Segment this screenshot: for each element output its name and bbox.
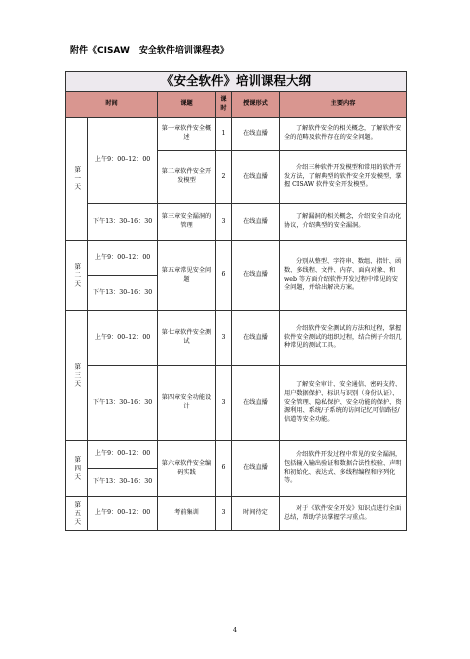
header-time: 时间 [66,92,158,118]
hours-cell: 1 [216,118,232,151]
format-cell: 在线直播 [232,366,280,441]
topic-cell: 考前集训 [158,497,216,531]
topic-cell: 第三章安全漏洞的管理 [158,204,216,241]
day-label: 第一天 [66,118,88,241]
content-cell: 分别从整型、字符串、数组、指针、函数、多线程、文件、内存、面向对象、和 web 等方面介绍软件开发过程中常见的安全问题，并给出解决方案。 [280,241,407,311]
table-header-row [66,92,407,118]
hours-cell: 2 [216,151,232,204]
page-number: 4 [232,626,238,634]
day-label: 第三天 [66,311,88,441]
session-time: 下午13：30–16：30 [88,366,158,441]
topic-cell: 第四章安全功能设计 [158,366,216,441]
day-label: 第四天 [66,441,88,497]
table-row [66,118,407,151]
hours-cell: 3 [216,204,232,241]
topic-cell: 第一章软件安全概述 [158,118,216,151]
session-time: 上午9：00–12：00 [88,241,158,276]
format-cell: 在线直播 [232,151,280,204]
content-cell: 介绍软件安全测试的方法和过程，掌握软件安全测试的组织过程，结合例子介绍几种常见的测试工具。 [280,311,407,366]
content-cell: 了解软件安全的相关概念，了解软件安全的范畴及软件存在的安全问题。 [280,118,407,151]
format-cell: 在线直播 [232,311,280,366]
content-cell: 了解安全审计、安全通信、密码支持、用户数据保护、标识与识别（身份认证）、安全管理、隐私保护、安全功能的保护、资源利用、系统/子系统的访问记忆可信路径/信道等安全功能。 [280,366,407,441]
header-hours: 课时 [216,92,232,118]
topic-cell: 第六章软件安全编码实践 [158,441,216,497]
table-banner-row [66,72,407,92]
format-cell: 在线直播 [232,118,280,151]
attachment-title: 附件《CISAW 安全软件培训课程表》 [70,46,229,56]
header-content: 主要内容 [280,92,407,118]
format-cell: 在线直播 [232,441,280,497]
topic-cell: 第二章软件安全开发模型 [158,151,216,204]
table-row [66,241,407,276]
topic-cell: 第七章软件安全测试 [158,311,216,366]
topic-cell: 第五章常见安全问题 [158,241,216,311]
session-time: 上午9：00–12：00 [88,441,158,469]
session-time: 下午13：30–16：30 [88,469,158,497]
header-format: 授课形式 [232,92,280,118]
content-cell: 了解漏洞的相关概念，介绍安全自动化协议，介绍典型的安全漏洞。 [280,204,407,241]
hours-cell: 3 [216,366,232,441]
hours-cell: 3 [216,497,232,531]
hours-cell: 6 [216,441,232,497]
day-label: 第五天 [66,497,88,531]
content-cell: 介绍软件开发过程中常见的安全漏洞，包括输入输出验证和数据合法性校验、声明和初始化、表达式、多线程编程和序列化等。 [280,441,407,497]
session-time: 上午9：00–12：00 [88,311,158,366]
format-cell: 在线直播 [232,204,280,241]
table-banner-title: 《安全软件》培训课程大纲 [66,72,407,92]
table-row [66,497,407,531]
format-cell: 时间待定 [232,497,280,531]
content-cell: 介绍三种软件开发模型和常用的软件开发方法，了解典型的软件安全开发模型，掌握 CISAW 软件安全开发模型。 [280,151,407,204]
day-label: 第二天 [66,241,88,311]
content-cell: 对于《软件安全开发》知识点进行全面总结，帮助学员掌握学习重点。 [280,497,407,531]
session-time: 上午9：00–12：00 [88,497,158,531]
header-topic: 课题 [158,92,216,118]
session-time: 上午9：00–12：00 [88,118,158,204]
table-row [66,204,407,241]
hours-cell: 6 [216,241,232,311]
hours-cell: 3 [216,311,232,366]
table-row [66,311,407,366]
table-row [66,441,407,469]
session-time: 下午13：30–16：30 [88,204,158,241]
course-schedule-table [65,71,407,531]
format-cell: 在线直播 [232,241,280,311]
session-time: 下午13：30–16：30 [88,276,158,311]
table-row [66,366,407,441]
